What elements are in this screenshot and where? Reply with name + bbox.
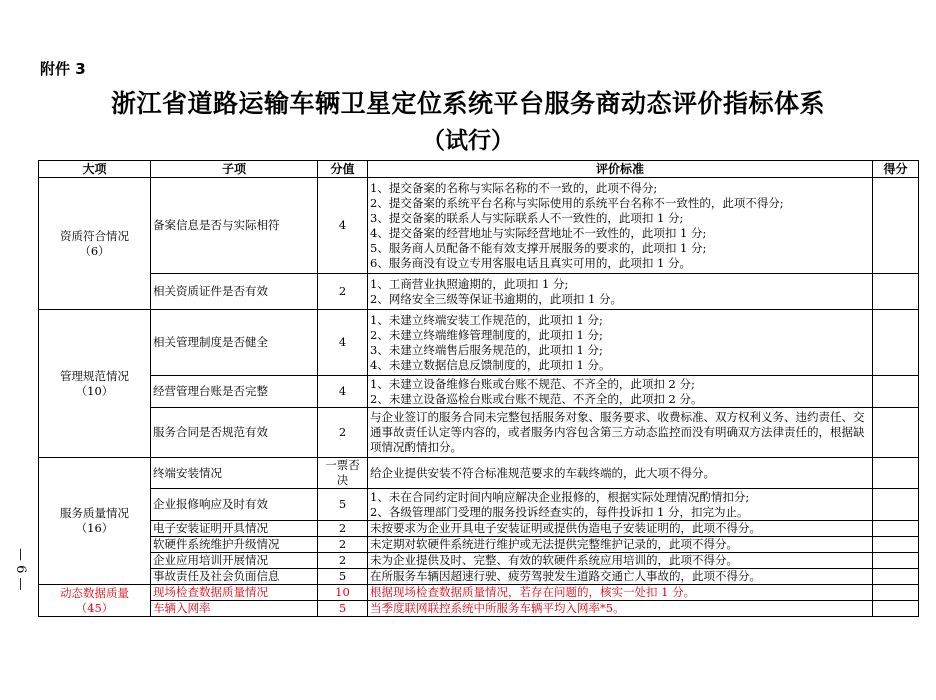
page-number (12, 548, 26, 596)
criteria-cell: 在所服务车辆因超速行驶、疲劳驾驶发生道路交通亡人事故的，此项不得分。 (368, 569, 873, 585)
table-row (39, 585, 919, 601)
criteria-line: 1、提交备案的名称与实际名称的不一致的，此项不得分; (370, 180, 658, 195)
table-row (39, 376, 919, 408)
document-title: 浙江省道路运输车辆卫星定位系统平台服务商动态评价指标体系 (110, 89, 825, 118)
table-row (39, 458, 919, 489)
category-name: 管理规范情况 (60, 368, 129, 383)
table-row (39, 601, 919, 617)
criteria-line: 3、未建立终端售后服务规范的，此项扣 1 分; (370, 342, 603, 357)
table-row (39, 274, 919, 310)
criteria-cell: 未按要求为企业开具电子安装证明或提供伪造电子安装证明的，此项不得分。 (368, 521, 873, 537)
score-value: 4 (318, 376, 368, 408)
evaluation-table (38, 160, 919, 617)
criteria-cell (368, 178, 873, 274)
table-row (39, 489, 919, 521)
sub-item: 相关资质证件是否有效 (151, 274, 318, 310)
sub-item: 备案信息是否与实际相符 (151, 178, 318, 274)
table-row (39, 408, 919, 458)
criteria-cell (368, 310, 873, 376)
criteria-line: 4、未建立数据信息反馈制度的，此项扣 1 分。 (370, 357, 611, 372)
header-category: 大项 (39, 161, 151, 178)
score-value: 10 (318, 585, 368, 601)
criteria-line: 2、提交备案的系统平台名称与实际使用的系统平台名称不一致性的，此项不得分; (370, 195, 784, 210)
category-cell (39, 458, 151, 585)
category-name: 资质符合情况 (60, 228, 129, 243)
sub-item: 企业报修响应及时有效 (151, 489, 318, 521)
criteria-cell: 未定期对软硬件系统进行维护或无法提供完整维护记录的，此项不得分。 (368, 537, 873, 553)
category-name: 服务质量情况 (60, 506, 129, 520)
sub-item: 车辆入网率 (151, 601, 318, 617)
score-got-cell (873, 521, 919, 537)
score-got-cell (873, 310, 919, 376)
table-row (39, 178, 919, 274)
criteria-line: 2、各级管理部门受理的服务投诉经查实的，每件投诉扣 1 分，扣完为止。 (370, 504, 749, 519)
score-got-cell (873, 537, 919, 553)
score-value: 2 (318, 553, 368, 569)
category-name: 动态数据质量 (60, 585, 129, 600)
header-criteria: 评价标准 (368, 161, 873, 178)
document-subtitle: （试行） (422, 128, 514, 154)
header-got: 得分 (873, 161, 919, 178)
criteria-cell: 根据现场检查数据质量情况，若存在问题的，核实一处扣 1 分。 (368, 585, 873, 601)
score-got-cell (873, 601, 919, 617)
criteria-cell: 与企业签订的服务合同未完整包括服务对象、服务要求、收费标准、双方权利义务、违约责任、交通事故责任认定等内容的，或者服务内容包含第三方动态监控而没有明确双方法律责任的，根据缺项情况酌情扣分。 (368, 408, 873, 458)
score-value: 2 (318, 521, 368, 537)
score-got-cell (873, 489, 919, 521)
score-value: 2 (318, 408, 368, 458)
sub-item: 事故责任及社会负面信息 (151, 569, 318, 585)
score-got-cell (873, 569, 919, 585)
table-row (39, 521, 919, 537)
category-points: （45） (75, 600, 114, 615)
criteria-line: 2、未建立设备巡检台账或台账不规范、不齐全的，此项扣 2 分。 (370, 391, 703, 406)
category-cell (39, 585, 151, 617)
score-got-cell (873, 408, 919, 458)
table-row (39, 310, 919, 376)
criteria-line: 5、服务商人员配备不能有效支撑开展服务的要求的，此项扣 1 分; (370, 240, 707, 255)
sub-item: 软硬件系统维护升级情况 (151, 537, 318, 553)
score-value: 2 (318, 274, 368, 310)
score-value: 2 (318, 537, 368, 553)
table-header-row (39, 161, 919, 178)
criteria-line: 1、未建立设备维修台账或台账不规范、不齐全的，此项扣 2 分; (370, 376, 695, 391)
category-points: （10） (75, 383, 114, 398)
criteria-line: 4、提交备案的经营地址与实际经营地址不一致性的，此项扣 1 分; (370, 225, 707, 240)
criteria-cell: 未为企业提供及时、完整、有效的软硬件系统应用培训的，此项不得分。 (368, 553, 873, 569)
category-points: （6） (79, 243, 110, 258)
sub-item: 现场检查数据质量情况 (151, 585, 318, 601)
attachment-label: 附件 3 (40, 60, 86, 78)
score-value: 5 (318, 489, 368, 521)
criteria-line: 1、工商营业执照逾期的，此项扣 1 分; (370, 276, 569, 291)
sub-item: 相关管理制度是否健全 (151, 310, 318, 376)
page-number-text: — 6 — (13, 548, 28, 591)
criteria-line: 3、提交备案的联系人与实际联系人不一致性的，此项扣 1 分; (370, 210, 684, 225)
table-row (39, 569, 919, 585)
score-value: 5 (318, 569, 368, 585)
sub-item: 终端安装情况 (151, 458, 318, 489)
criteria-cell (368, 274, 873, 310)
criteria-line: 1、未在合同约定时间内响应解决企业报修的，根据实际处理情况酌情扣分; (370, 489, 750, 504)
criteria-cell (368, 376, 873, 408)
score-got-cell (873, 585, 919, 601)
score-value: 4 (318, 310, 368, 376)
score-got-cell (873, 178, 919, 274)
sub-item: 电子安装证明开具情况 (151, 521, 318, 537)
header-sub: 子项 (151, 161, 318, 178)
sub-item: 经营管理台账是否完整 (151, 376, 318, 408)
score-got-cell (873, 553, 919, 569)
sub-item: 企业应用培训开展情况 (151, 553, 318, 569)
category-points: （16） (75, 521, 114, 535)
criteria-line: 2、未建立终端维修管理制度的，此项扣 1 分; (370, 327, 603, 342)
criteria-line: 2、网络安全三级等保证书逾期的，此项扣 1 分。 (370, 291, 622, 306)
category-cell (39, 310, 151, 458)
criteria-cell (368, 458, 873, 489)
table-row (39, 553, 919, 569)
criteria-line: 6、服务商没有设立专用客服电话且真实可用的，此项扣 1 分。 (370, 255, 691, 270)
score-value: 5 (318, 601, 368, 617)
score-value: 4 (318, 178, 368, 274)
criteria-line: 1、未建立终端安装工作规范的，此项扣 1 分; (370, 312, 603, 327)
criteria-cell (368, 489, 873, 521)
criteria-cell: 当季度联网联控系统中所服务车辆平均入网率*5。 (368, 601, 873, 617)
category-cell (39, 178, 151, 310)
table-row (39, 537, 919, 553)
score-got-cell (873, 274, 919, 310)
criteria-line: 给企业提供安装不符合标准规范要求的车载终端的，此大项不得分。 (370, 465, 715, 480)
score-value: 一票否决 (318, 458, 368, 489)
sub-item: 服务合同是否规范有效 (151, 408, 318, 458)
header-score: 分值 (318, 161, 368, 178)
score-got-cell (873, 458, 919, 489)
score-got-cell (873, 376, 919, 408)
